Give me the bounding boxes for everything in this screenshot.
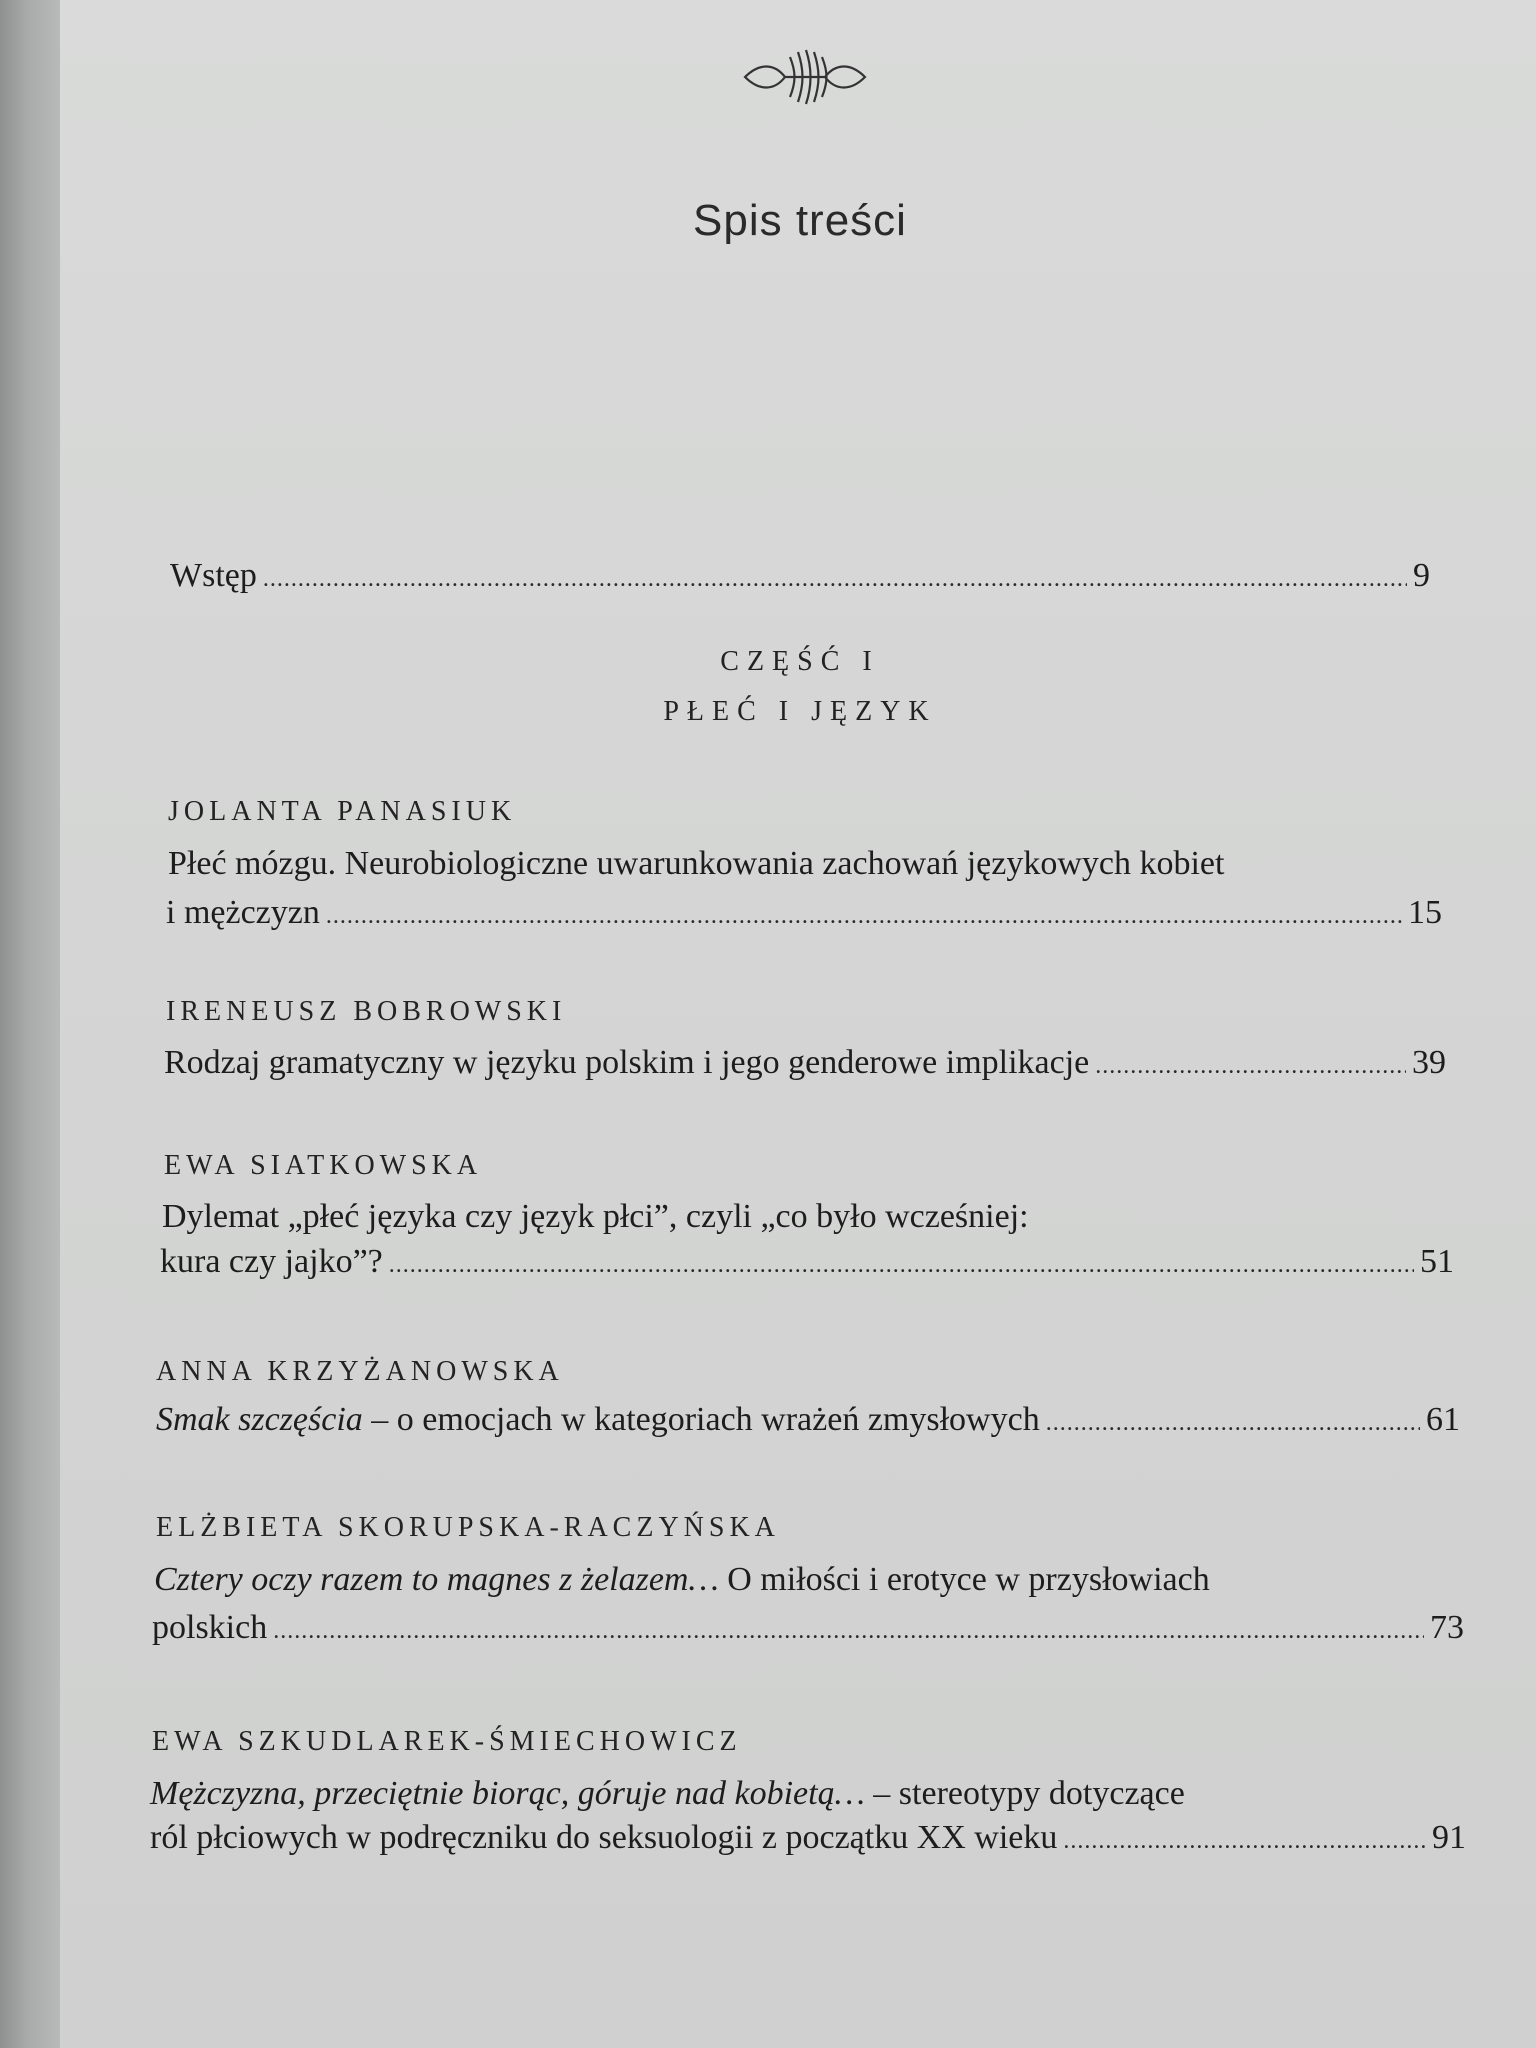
flourish-ornament-icon [740, 42, 870, 112]
entry-author: EWA SZKUDLAREK-ŚMIECHOWICZ [152, 1726, 742, 1757]
leader-dots [1046, 1401, 1420, 1445]
page-title: Spis treści [693, 196, 907, 245]
toc-entry-intro [170, 554, 1430, 601]
entry-title-rest: – o emocjach w kategoriach wrażeń zmysłowych [362, 1401, 1040, 1438]
entry-title-italic: Smak szczęścia [156, 1401, 363, 1438]
entry-title-line: Płeć mózgu. Neurobiologiczne uwarunkowania zachowań językowych kobiet [168, 845, 1225, 882]
leader-dots [263, 557, 1407, 601]
page-number: 73 [1430, 1609, 1464, 1646]
leader-dots [1063, 1819, 1426, 1863]
entry-title-line: Dylemat „płeć języka czy język płci”, czyli „co było wcześniej: [162, 1198, 1029, 1235]
entry-author: EWA SIATKOWSKA [164, 1150, 483, 1181]
leader-dots [326, 894, 1402, 938]
entry-title-line [150, 1772, 1185, 1816]
entry-title-rest: O miłości i erotyce w przysłowiach [718, 1561, 1210, 1598]
page-number: 91 [1432, 1819, 1466, 1856]
entry-title-line: i mężczyzn [166, 894, 320, 931]
page-number: 9 [1413, 557, 1430, 594]
entry-author: ELŻBIETA SKORUPSKA-RACZYŃSKA [156, 1512, 780, 1543]
part-title: PŁEĆ I JĘZYK [663, 696, 937, 727]
leader-dots [389, 1243, 1414, 1287]
toc-entry-3 [160, 1240, 1454, 1287]
entry-author: JOLANTA PANASIUK [168, 796, 517, 827]
part-number: CZĘŚĆ I [720, 646, 880, 677]
toc-entry-5 [152, 1606, 1464, 1653]
entry-title-line: polskich [152, 1609, 268, 1646]
toc-entry-2 [164, 1041, 1446, 1088]
page-number: 39 [1412, 1044, 1446, 1081]
entry-title-line: ról płciowych w podręczniku do seksuologii z początku XX wieku [150, 1819, 1058, 1856]
entry-title-italic: Cztery oczy razem to magnes z żelazem… [154, 1561, 719, 1598]
page-number: 61 [1426, 1401, 1460, 1438]
entry-title-line [156, 1398, 1040, 1442]
entry-title-line: kura czy jajko”? [160, 1243, 383, 1280]
entry-title-rest: – stereotypy dotyczące [864, 1775, 1185, 1812]
page-number: 15 [1408, 894, 1442, 931]
toc-entry-6 [150, 1816, 1466, 1863]
entry-author: ANNA KRZYŻANOWSKA [156, 1356, 564, 1387]
entry-title-italic: Mężczyzna, przeciętnie biorąc, góruje nad kobietą… [150, 1775, 865, 1812]
leader-dots [1095, 1044, 1406, 1088]
toc-entry-1 [166, 891, 1442, 938]
leader-dots [273, 1609, 1424, 1653]
entry-author: IRENEUSZ BOBROWSKI [166, 996, 567, 1027]
toc-entry-4 [156, 1398, 1460, 1445]
page-number: 51 [1420, 1243, 1454, 1280]
entry-title-line [154, 1558, 1210, 1602]
intro-label: Wstęp [170, 557, 257, 594]
entry-title-line: Rodzaj gramatyczny w języku polskim i jego genderowe implikacje [164, 1044, 1090, 1081]
